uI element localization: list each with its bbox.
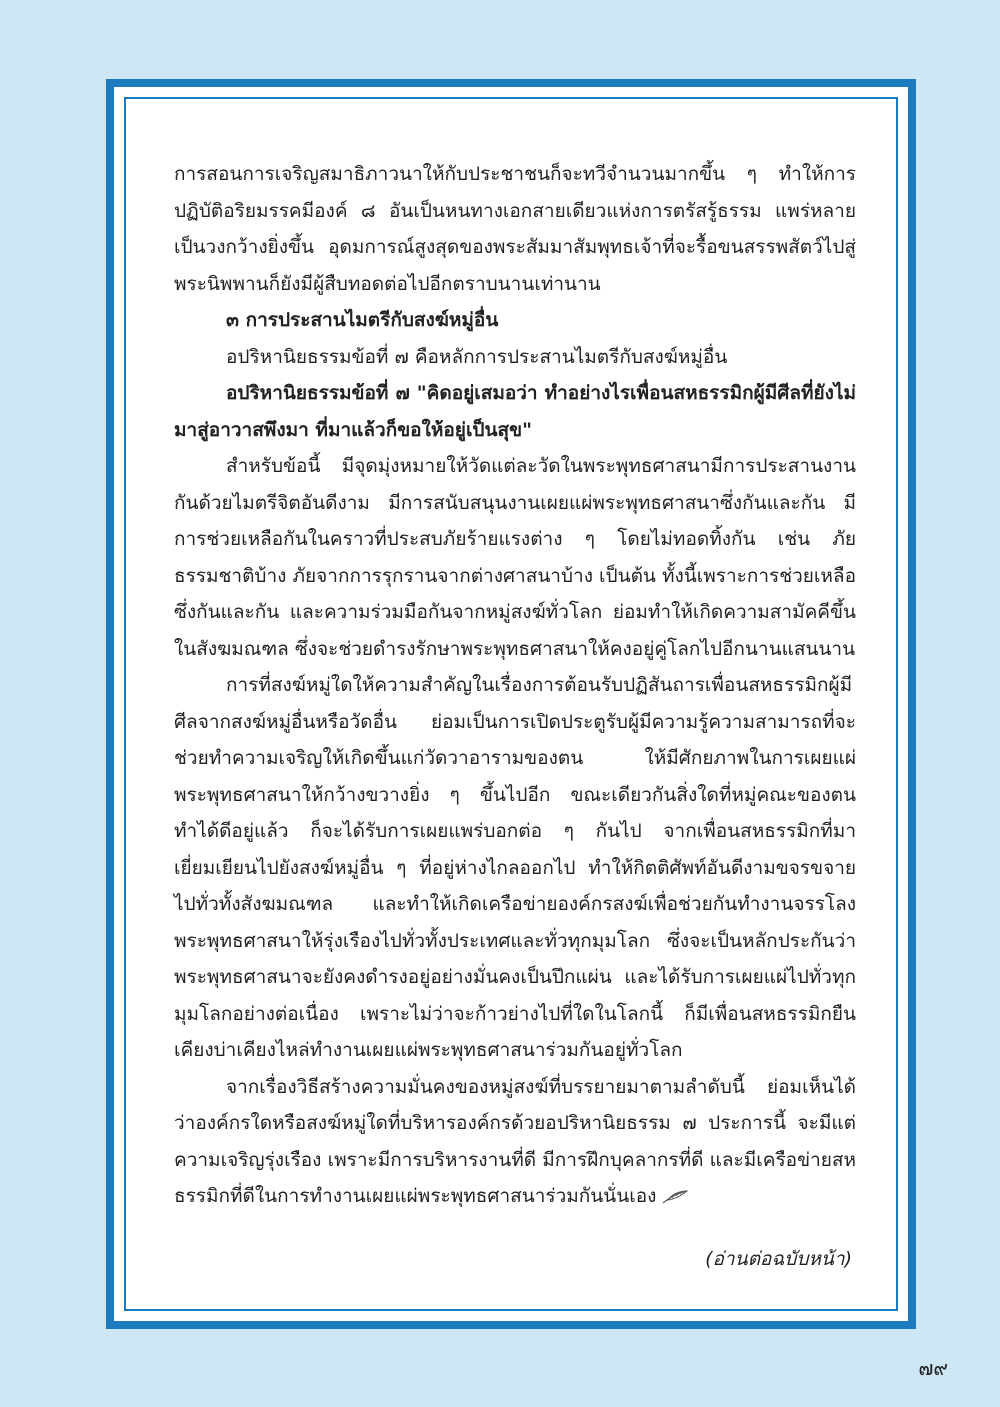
- paragraph-2: อปริหานิยธรรมข้อที่ ๗ คือหลักการประสานไมตรีกับสงฆ์หมู่อื่น: [226, 345, 728, 368]
- page-number: ๗๙: [918, 1356, 948, 1380]
- section-heading: ๓ การประสานไมตรีกับสงฆ์หมู่อื่น: [226, 309, 499, 331]
- paragraph-1: การสอนการเจริญสมาธิภาวนาให้กับประชาชนก็จะทวีจำนวนมากขึ้น ๆ ทำให้การปฏิบัติอริยมรรคมีองค์ ๘ อันเป็นหนทางเอกสายเดียวแห่งการตรัสรู้ธรรม แพร่หลายเป็นวงกว้างยิ่งขึ้น อุดมการณ์สูงสุดของพระสัมมาสัมพุทธเจ้าที่จะรื้อขนสรรพสัตว์ไปสู่พระนิพพานก็ยังมีผู้สืบทอดต่อไปอีกตราบนานเท่านาน: [174, 163, 856, 295]
- paragraph-6-text: จากเรื่องวิธีสร้างความมั่นคงของหมู่สงฆ์ที่บรรยายมาตามลำดับนี้ ย่อมเห็นได้ว่าองค์กรใดหรือสงฆ์หมู่ใดที่บริหารองค์กรด้วยอปริหานิยธรรม ๗ ประการนี้ จะมีแต่ความเจริญรุ่งเรือง เพราะมีการบริหารงานที่ดี มีการฝึกบุคลากรที่ดี และมีเครือข่ายสหธรรมิกที่ดีในการทำงานเผยแผ่พระพุทธศาสนาร่วมกันนั่นเอง: [174, 1075, 856, 1207]
- paragraph-6: [174, 1069, 856, 1215]
- feather-icon: [662, 1190, 688, 1204]
- paragraph-4: สำหรับข้อนี้ มีจุดมุ่งหมายให้วัดแต่ละวัดในพระพุทธศาสนามีการประสานงานกันด้วยไมตรีจิตอันดีงาม มีการสนับสนุนงานเผยแผ่พระพุทธศาสนาซึ่งกันและกัน มีการช่วยเหลือกันในคราวที่ประสบภัยร้ายแรงต่าง ๆ โดยไม่ทอดทิ้งกัน เช่น ภัยธรรมชาติบ้าง ภัยจากการรุกรานจากต่างศาสนาบ้าง เป็นต้น ทั้งนี้เพราะการช่วยเหลือซึ่งกันและกัน และความร่วมมือกันจากหมู่สงฆ์ทั่วโลก ย่อมทำให้เกิดความสามัคคีขึ้นในสังฆมณฑล ซึ่งจะช่วยดำรงรักษาพระพุทธศาสนาให้คงอยู่คู่โลกไปอีกนานแสนนาน: [174, 455, 856, 660]
- paragraph-5: การที่สงฆ์หมู่ใดให้ความสำคัญในเรื่องการต้อนรับปฏิสันถารเพื่อนสหธรรมิกผู้มีศีลจากสงฆ์หมู่อื่นหรือวัดอื่น ย่อมเป็นการเปิดประตูรับผู้มีความรู้ความสามารถที่จะช่วยทำความเจริญให้เกิดขึ้นแก่วัดวาอารามของตน ให้มีศักยภาพในการเผยแผ่พระพุทธศาสนาให้กว้างขวางยิ่ง ๆ ขึ้นไปอีก ขณะเดียวกันสิ่งใดที่หมู่คณะของตนทำได้ดีอยู่แล้ว ก็จะได้รับการเผยแพร่บอกต่อ ๆ กันไป จากเพื่อนสหธรรมิกที่มาเยี่ยมเยียนไปยังสงฆ์หมู่อื่น ๆ ที่อยู่ห่างไกลออกไป ทำให้กิตติศัพท์อันดีงามขจรขจายไปทั่วทั้งสังฆมณฑล และทำให้เกิดเครือข่ายองค์กรสงฆ์เพื่อช่วยกันทำงานจรรโลงพระพุทธศาสนาให้รุ่งเรืองไปทั่วทั้งประเทศและทั่วทุกมุมโลก ซึ่งจะเป็นหลักประกันว่า พระพุทธศาสนาจะยังคงดำรงอยู่อย่างมั่นคงเป็นปึกแผ่น และได้รับการเผยแผ่ไปทั่วทุกมุมโลกอย่างต่อเนื่อง เพราะไม่ว่าจะก้าวย่างไปที่ใดในโลกนี้ ก็มีเพื่อนสหธรรมิกยืนเคียงบ่าเคียงไหล่ทำงานเผยแผ่พระพุทธศาสนาร่วมกันอยู่ทั่วโลก: [174, 674, 856, 1061]
- article-body: [174, 156, 856, 1277]
- paragraph-3-quote: อปริหานิยธรรมข้อที่ ๗ "คิดอยู่เสมอว่า ทำอย่างไรเพื่อนสหธรรมิกผู้มีศีลที่ยังไม่มาสู่อาวาสพึงมา ที่มาแล้วก็ขอให้อยู่เป็นสุข": [174, 382, 856, 441]
- continue-note: (อ่านต่อฉบับหน้า): [705, 1247, 852, 1270]
